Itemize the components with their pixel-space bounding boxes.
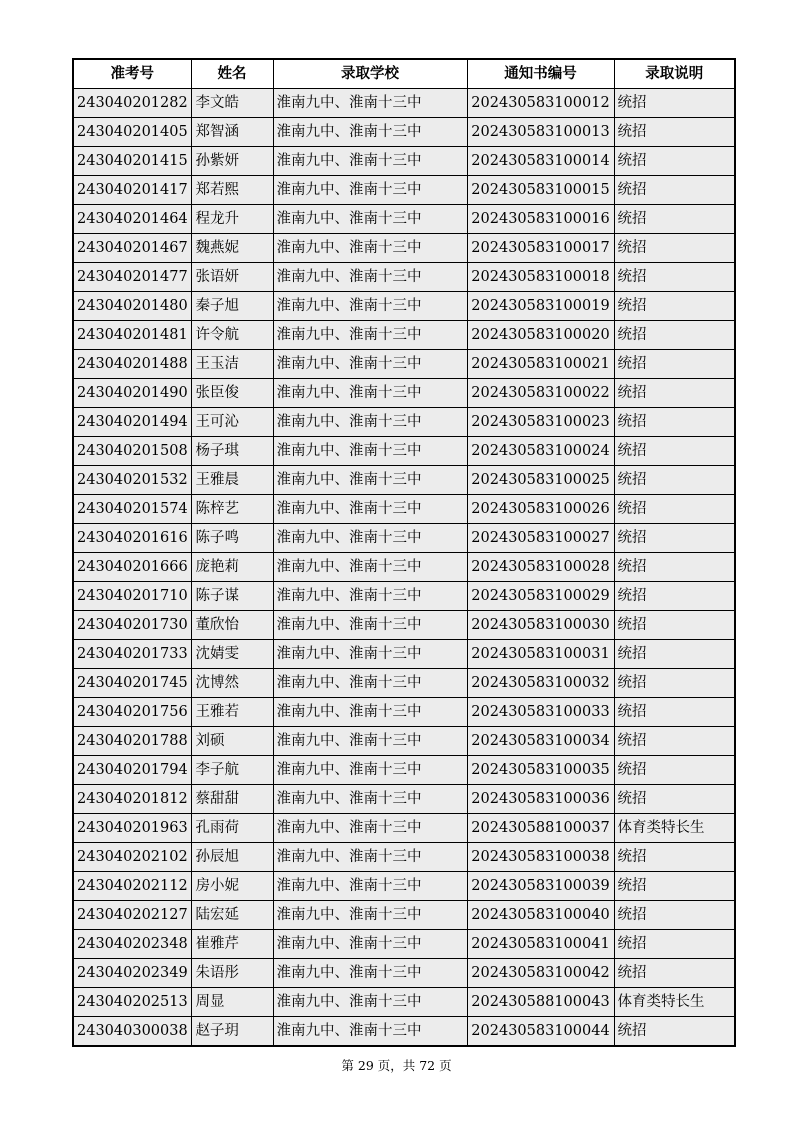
admission-note-cell: 统招 — [614, 901, 735, 930]
admission-note-cell: 统招 — [614, 611, 735, 640]
table-row — [73, 234, 735, 263]
student-name-cell: 孙辰旭 — [191, 843, 273, 872]
notice-number-cell: 202430583100031 — [467, 640, 614, 669]
notice-number-cell: 202430583100032 — [467, 669, 614, 698]
student-name-cell: 王可沁 — [191, 408, 273, 437]
admitted-school-cell: 淮南九中、淮南十三中 — [273, 582, 467, 611]
notice-number-cell: 202430583100026 — [467, 495, 614, 524]
exam-number-cell: 243040201464 — [73, 205, 191, 234]
table-row — [73, 611, 735, 640]
admitted-school-cell: 淮南九中、淮南十三中 — [273, 814, 467, 843]
admitted-school-cell: 淮南九中、淮南十三中 — [273, 553, 467, 582]
admitted-school-cell: 淮南九中、淮南十三中 — [273, 611, 467, 640]
table-row — [73, 379, 735, 408]
table-row — [73, 437, 735, 466]
admitted-school-cell: 淮南九中、淮南十三中 — [273, 785, 467, 814]
table-row — [73, 698, 735, 727]
notice-number-cell: 202430583100033 — [467, 698, 614, 727]
exam-number-cell: 243040202127 — [73, 901, 191, 930]
admission-note-cell: 统招 — [614, 408, 735, 437]
table-row — [73, 89, 735, 118]
admitted-school-cell: 淮南九中、淮南十三中 — [273, 669, 467, 698]
notice-number-cell: 202430583100041 — [467, 930, 614, 959]
table-row — [73, 321, 735, 350]
notice-number-cell: 202430583100022 — [467, 379, 614, 408]
table-row — [73, 350, 735, 379]
table-row — [73, 901, 735, 930]
admission-note-cell: 统招 — [614, 727, 735, 756]
student-name-cell: 程龙升 — [191, 205, 273, 234]
exam-number-cell: 243040201574 — [73, 495, 191, 524]
table-row — [73, 408, 735, 437]
admitted-school-cell: 淮南九中、淮南十三中 — [273, 901, 467, 930]
exam-number-cell: 243040202348 — [73, 930, 191, 959]
notice-number-cell: 202430583100044 — [467, 1017, 614, 1047]
exam-number-cell: 243040201616 — [73, 524, 191, 553]
exam-number-cell: 243040202112 — [73, 872, 191, 901]
admission-note-cell: 统招 — [614, 263, 735, 292]
admitted-school-cell: 淮南九中、淮南十三中 — [273, 89, 467, 118]
admission-note-cell: 统招 — [614, 234, 735, 263]
table-row — [73, 147, 735, 176]
admitted-school-cell: 淮南九中、淮南十三中 — [273, 640, 467, 669]
exam-number-cell: 243040201730 — [73, 611, 191, 640]
admission-table — [72, 58, 736, 1047]
notice-number-cell: 202430583100017 — [467, 234, 614, 263]
notice-number-cell: 202430583100040 — [467, 901, 614, 930]
student-name-cell: 董欣怡 — [191, 611, 273, 640]
table-row — [73, 814, 735, 843]
notice-number-cell: 202430583100020 — [467, 321, 614, 350]
admission-note-cell: 统招 — [614, 553, 735, 582]
table-row — [73, 553, 735, 582]
table-row — [73, 843, 735, 872]
admission-note-cell: 统招 — [614, 524, 735, 553]
student-name-cell: 李子航 — [191, 756, 273, 785]
admitted-school-cell: 淮南九中、淮南十三中 — [273, 292, 467, 321]
table-header-row — [73, 59, 735, 89]
admission-note-cell: 统招 — [614, 205, 735, 234]
admission-note-cell: 统招 — [614, 292, 735, 321]
notice-number-cell: 202430583100012 — [467, 89, 614, 118]
admission-note-cell: 统招 — [614, 930, 735, 959]
admitted-school-cell: 淮南九中、淮南十三中 — [273, 727, 467, 756]
table-row — [73, 495, 735, 524]
exam-number-cell: 243040201405 — [73, 118, 191, 147]
table-row — [73, 727, 735, 756]
student-name-cell: 朱语彤 — [191, 959, 273, 988]
column-header-admission-note: 录取说明 — [614, 59, 735, 89]
notice-number-cell: 202430583100028 — [467, 553, 614, 582]
exam-number-cell: 243040201532 — [73, 466, 191, 495]
student-name-cell: 崔雅芹 — [191, 930, 273, 959]
exam-number-cell: 243040201494 — [73, 408, 191, 437]
admitted-school-cell: 淮南九中、淮南十三中 — [273, 698, 467, 727]
admitted-school-cell: 淮南九中、淮南十三中 — [273, 205, 467, 234]
student-name-cell: 郑智涵 — [191, 118, 273, 147]
admitted-school-cell: 淮南九中、淮南十三中 — [273, 524, 467, 553]
exam-number-cell: 243040201480 — [73, 292, 191, 321]
student-name-cell: 陈子鸣 — [191, 524, 273, 553]
student-name-cell: 秦子旭 — [191, 292, 273, 321]
admission-note-cell: 统招 — [614, 843, 735, 872]
page-footer: 第 29 页，共 72 页 — [341, 1058, 452, 1073]
student-name-cell: 陆宏延 — [191, 901, 273, 930]
table-row — [73, 640, 735, 669]
exam-number-cell: 243040201415 — [73, 147, 191, 176]
student-name-cell: 庞艳莉 — [191, 553, 273, 582]
admission-note-cell: 统招 — [614, 785, 735, 814]
student-name-cell: 郑若熙 — [191, 176, 273, 205]
student-name-cell: 王雅若 — [191, 698, 273, 727]
table-row — [73, 292, 735, 321]
exam-number-cell: 243040201756 — [73, 698, 191, 727]
admission-note-cell: 统招 — [614, 495, 735, 524]
notice-number-cell: 202430583100019 — [467, 292, 614, 321]
admission-note-cell: 统招 — [614, 1017, 735, 1047]
admission-note-cell: 统招 — [614, 89, 735, 118]
student-name-cell: 沈婧雯 — [191, 640, 273, 669]
student-name-cell: 陈梓艺 — [191, 495, 273, 524]
notice-number-cell: 202430583100016 — [467, 205, 614, 234]
admitted-school-cell: 淮南九中、淮南十三中 — [273, 756, 467, 785]
student-name-cell: 陈子谋 — [191, 582, 273, 611]
notice-number-cell: 202430583100035 — [467, 756, 614, 785]
notice-number-cell: 202430583100029 — [467, 582, 614, 611]
student-name-cell: 许令航 — [191, 321, 273, 350]
exam-number-cell: 243040201745 — [73, 669, 191, 698]
admission-note-cell: 统招 — [614, 872, 735, 901]
admitted-school-cell: 淮南九中、淮南十三中 — [273, 176, 467, 205]
admitted-school-cell: 淮南九中、淮南十三中 — [273, 437, 467, 466]
notice-number-cell: 202430583100024 — [467, 437, 614, 466]
exam-number-cell: 243040201710 — [73, 582, 191, 611]
admission-note-cell: 统招 — [614, 379, 735, 408]
admitted-school-cell: 淮南九中、淮南十三中 — [273, 466, 467, 495]
admission-note-cell: 统招 — [614, 698, 735, 727]
table-row — [73, 669, 735, 698]
table-row — [73, 263, 735, 292]
column-header-exam-number: 准考号 — [73, 59, 191, 89]
student-name-cell: 孙紫妍 — [191, 147, 273, 176]
admitted-school-cell: 淮南九中、淮南十三中 — [273, 379, 467, 408]
exam-number-cell: 243040202102 — [73, 843, 191, 872]
student-name-cell: 沈博然 — [191, 669, 273, 698]
student-name-cell: 杨子琪 — [191, 437, 273, 466]
column-header-name: 姓名 — [191, 59, 273, 89]
exam-number-cell: 243040201477 — [73, 263, 191, 292]
table-row — [73, 872, 735, 901]
admitted-school-cell: 淮南九中、淮南十三中 — [273, 408, 467, 437]
exam-number-cell: 243040201794 — [73, 756, 191, 785]
admitted-school-cell: 淮南九中、淮南十三中 — [273, 118, 467, 147]
table-row — [73, 930, 735, 959]
admission-note-cell: 统招 — [614, 350, 735, 379]
exam-number-cell: 243040201508 — [73, 437, 191, 466]
student-name-cell: 王玉洁 — [191, 350, 273, 379]
table-row — [73, 988, 735, 1017]
admission-note-cell: 统招 — [614, 437, 735, 466]
admitted-school-cell: 淮南九中、淮南十三中 — [273, 495, 467, 524]
exam-number-cell: 243040201467 — [73, 234, 191, 263]
table-row — [73, 118, 735, 147]
admission-note-cell: 统招 — [614, 118, 735, 147]
admission-note-cell: 体育类特长生 — [614, 814, 735, 843]
student-name-cell: 蔡甜甜 — [191, 785, 273, 814]
admitted-school-cell: 淮南九中、淮南十三中 — [273, 263, 467, 292]
notice-number-cell: 202430583100034 — [467, 727, 614, 756]
notice-number-cell: 202430588100043 — [467, 988, 614, 1017]
notice-number-cell: 202430583100030 — [467, 611, 614, 640]
exam-number-cell: 243040201490 — [73, 379, 191, 408]
admitted-school-cell: 淮南九中、淮南十三中 — [273, 843, 467, 872]
notice-number-cell: 202430583100018 — [467, 263, 614, 292]
exam-number-cell: 243040201417 — [73, 176, 191, 205]
admitted-school-cell: 淮南九中、淮南十三中 — [273, 234, 467, 263]
admitted-school-cell: 淮南九中、淮南十三中 — [273, 988, 467, 1017]
admission-note-cell: 统招 — [614, 176, 735, 205]
admission-note-cell: 统招 — [614, 147, 735, 176]
student-name-cell: 张语妍 — [191, 263, 273, 292]
admitted-school-cell: 淮南九中、淮南十三中 — [273, 350, 467, 379]
admitted-school-cell: 淮南九中、淮南十三中 — [273, 1017, 467, 1047]
notice-number-cell: 202430583100025 — [467, 466, 614, 495]
exam-number-cell: 243040201963 — [73, 814, 191, 843]
student-name-cell: 刘硕 — [191, 727, 273, 756]
notice-number-cell: 202430583100038 — [467, 843, 614, 872]
student-name-cell: 张臣俊 — [191, 379, 273, 408]
exam-number-cell: 243040201666 — [73, 553, 191, 582]
table-row — [73, 205, 735, 234]
admitted-school-cell: 淮南九中、淮南十三中 — [273, 321, 467, 350]
notice-number-cell: 202430583100039 — [467, 872, 614, 901]
admission-note-cell: 统招 — [614, 582, 735, 611]
table-body — [73, 89, 735, 1047]
student-name-cell: 周显 — [191, 988, 273, 1017]
student-name-cell: 王雅晨 — [191, 466, 273, 495]
exam-number-cell: 243040201282 — [73, 89, 191, 118]
notice-number-cell: 202430583100027 — [467, 524, 614, 553]
notice-number-cell: 202430583100042 — [467, 959, 614, 988]
exam-number-cell: 243040201812 — [73, 785, 191, 814]
table-row — [73, 466, 735, 495]
admitted-school-cell: 淮南九中、淮南十三中 — [273, 147, 467, 176]
notice-number-cell: 202430583100014 — [467, 147, 614, 176]
exam-number-cell: 243040202349 — [73, 959, 191, 988]
table-row — [73, 524, 735, 553]
student-name-cell: 赵子玥 — [191, 1017, 273, 1047]
admitted-school-cell: 淮南九中、淮南十三中 — [273, 872, 467, 901]
column-header-notice-number: 通知书编号 — [467, 59, 614, 89]
admission-note-cell: 统招 — [614, 669, 735, 698]
notice-number-cell: 202430583100013 — [467, 118, 614, 147]
notice-number-cell: 202430583100021 — [467, 350, 614, 379]
exam-number-cell: 243040201481 — [73, 321, 191, 350]
student-name-cell: 魏燕妮 — [191, 234, 273, 263]
notice-number-cell: 202430583100036 — [467, 785, 614, 814]
table-row — [73, 582, 735, 611]
notice-number-cell: 202430583100015 — [467, 176, 614, 205]
admission-note-cell: 统招 — [614, 466, 735, 495]
student-name-cell: 孔雨荷 — [191, 814, 273, 843]
table-row — [73, 785, 735, 814]
exam-number-cell: 243040201733 — [73, 640, 191, 669]
column-header-admitted-school: 录取学校 — [273, 59, 467, 89]
table-row — [73, 959, 735, 988]
admission-note-cell: 统招 — [614, 959, 735, 988]
table-row — [73, 176, 735, 205]
admitted-school-cell: 淮南九中、淮南十三中 — [273, 959, 467, 988]
exam-number-cell: 243040201788 — [73, 727, 191, 756]
admission-note-cell: 统招 — [614, 756, 735, 785]
admitted-school-cell: 淮南九中、淮南十三中 — [273, 930, 467, 959]
table-row — [73, 756, 735, 785]
admission-note-cell: 体育类特长生 — [614, 988, 735, 1017]
exam-number-cell: 243040202513 — [73, 988, 191, 1017]
student-name-cell: 房小妮 — [191, 872, 273, 901]
notice-number-cell: 202430588100037 — [467, 814, 614, 843]
table-row — [73, 1017, 735, 1047]
admission-note-cell: 统招 — [614, 640, 735, 669]
notice-number-cell: 202430583100023 — [467, 408, 614, 437]
student-name-cell: 李文皓 — [191, 89, 273, 118]
admission-note-cell: 统招 — [614, 321, 735, 350]
exam-number-cell: 243040201488 — [73, 350, 191, 379]
exam-number-cell: 243040300038 — [73, 1017, 191, 1047]
